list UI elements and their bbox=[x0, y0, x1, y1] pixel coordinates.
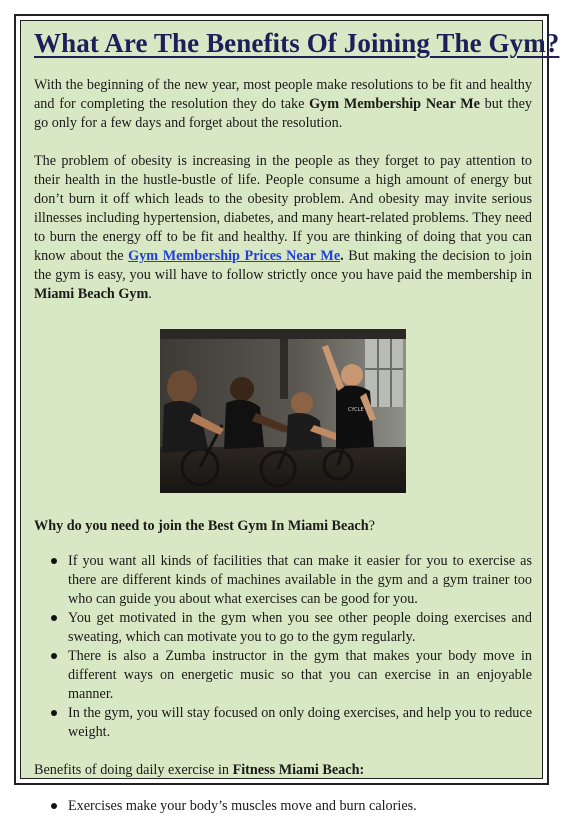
gym-membership-prices-link[interactable]: Gym Membership Prices Near Me bbox=[128, 248, 341, 264]
reason-text: There is also a Zumba instructor in the gym that makes your body move in different ways on energetic music so that you can exercise in an enjoyable manner. bbox=[68, 648, 532, 702]
bullet-icon bbox=[51, 653, 57, 659]
reason-text: In the gym, you will stay focused on only doing exercises, and help you to reduce weight. bbox=[68, 705, 532, 740]
list-item bbox=[34, 552, 532, 609]
obesity-bold: Miami Beach Gym bbox=[34, 286, 149, 302]
page-title: What Are The Benefits Of Joining The Gym? bbox=[34, 28, 560, 58]
document-content bbox=[34, 28, 560, 816]
bullet-icon bbox=[51, 615, 57, 621]
intro-text-a: With the beginning of the new year, most people make resolutions to be fit and healthy and for completing the resolution they do take bbox=[34, 77, 532, 112]
list-item bbox=[34, 609, 532, 647]
reason-text: If you want all kinds of facilities that can make it easier for you to exercise as there are different kinds of machines available in the gym and a gym trainer too who can guide you about what exercises can be good for you. bbox=[68, 553, 532, 607]
svg-text:CYCLE: CYCLE bbox=[348, 407, 364, 413]
why-join-question bbox=[34, 517, 532, 536]
intro-bold: Gym Membership Near Me bbox=[309, 96, 480, 112]
bullet-icon bbox=[51, 710, 57, 716]
question-suffix: ? bbox=[368, 518, 375, 534]
obesity-paragraph bbox=[34, 152, 532, 304]
gym-photo bbox=[160, 329, 406, 493]
intro-text-b: but they go only for a few days and forget about the resolution. bbox=[34, 96, 532, 131]
benefits-bold: Fitness Miami Beach: bbox=[232, 762, 365, 778]
reason-text: You get motivated in the gym when you see other people doing exercises and sweating, which can motivate you to go to the gym regularly. bbox=[68, 610, 532, 645]
bullet-icon bbox=[51, 558, 57, 564]
link-suffix: . bbox=[340, 248, 344, 264]
list-item bbox=[34, 704, 532, 742]
benefit-text: Exercises make your body’s muscles move and burn calories. bbox=[68, 798, 417, 814]
bullet-icon bbox=[51, 803, 57, 809]
obesity-text-b: But making the decision to join the gym is easy, you will have to follow strictly once you have paid the membership in bbox=[34, 248, 533, 283]
list-item bbox=[34, 647, 532, 704]
question-bold: Why do you need to join the Best Gym In Miami Beach bbox=[34, 518, 369, 534]
benefits-heading bbox=[34, 761, 532, 780]
benefits-intro-text: Benefits of doing daily exercise in bbox=[34, 762, 233, 778]
obesity-text-c: . bbox=[148, 286, 152, 302]
intro-paragraph bbox=[34, 76, 532, 133]
reasons-list bbox=[34, 552, 532, 742]
obesity-text-a: The problem of obesity is increasing in the people as they forget to pay attention to their health in the hustle-bustle of life. People consume a high amount of energy but don’t burn it off which leads to the obesity problem. And obesity may invite serious illnesses including hypertension, diabetes, and many heart-related problems. They need to burn the energy off to be fit and healthy. If you are thinking of doing that you can know about the bbox=[34, 153, 532, 264]
